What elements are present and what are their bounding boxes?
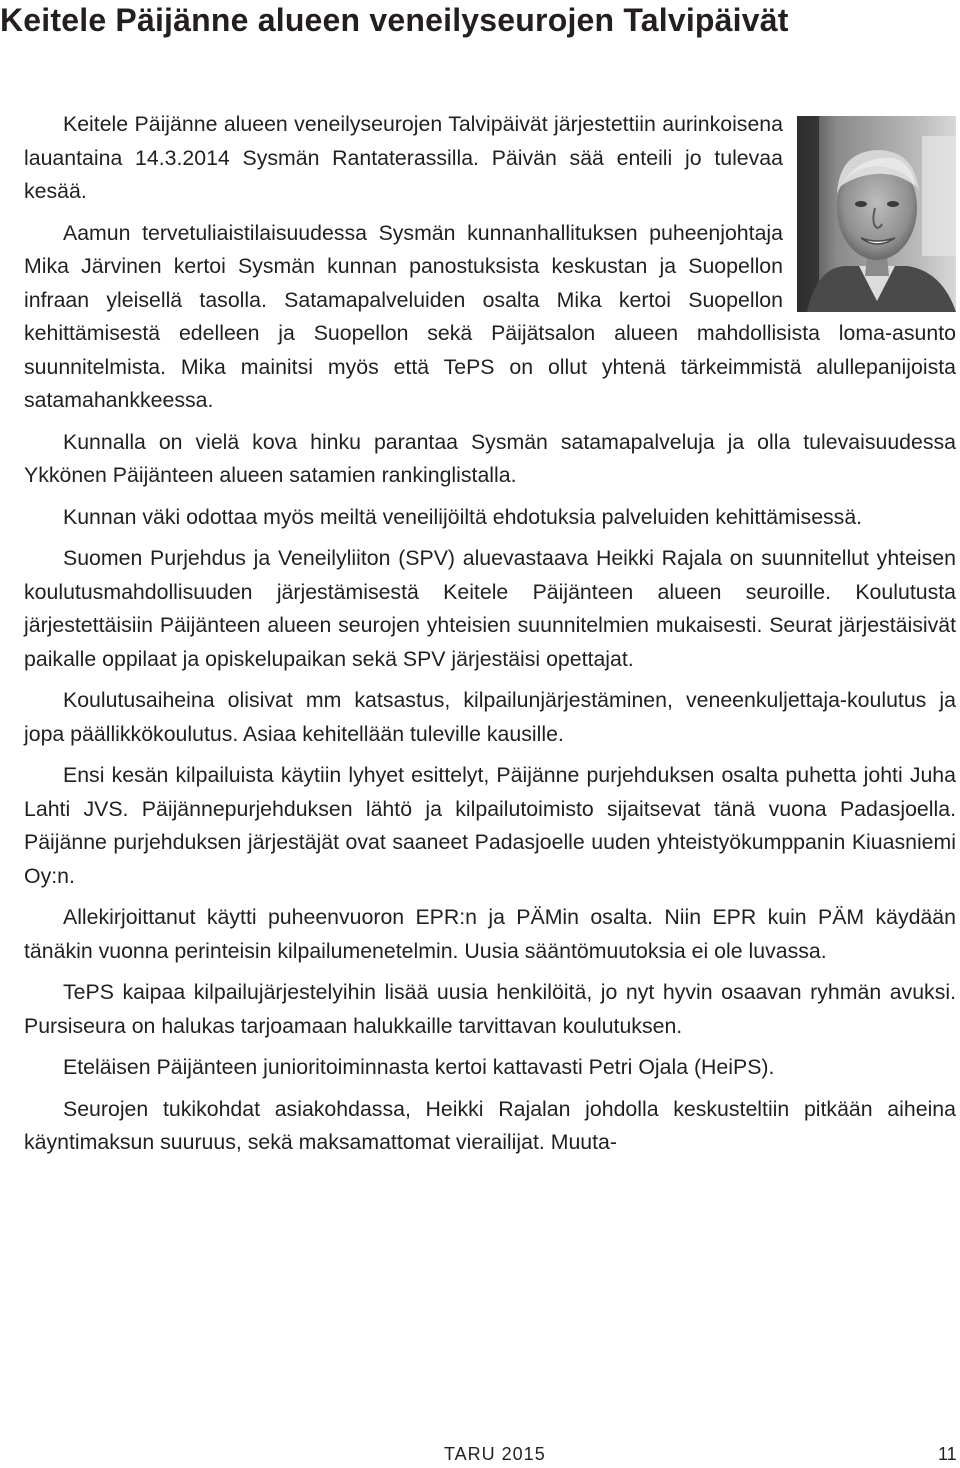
article-body [24, 108, 956, 1168]
paragraph: Allekirjoittanut käytti puheenvuoron EPR:n ja PÄMin osalta. Niin EPR kuin PÄM käydään tänäkin vuonna perinteisin kilpailumenetelmin. Uusia sääntömuutoksia ei ole luvassa. [24, 905, 956, 963]
page-number: 11 [938, 1444, 957, 1464]
paragraph: Seurojen tukikohdat asiakohdassa, Heikki Rajalan johdolla keskusteltiin pitkään aiheina käyntimaksun suuruus, sekä maksamattomat vierailijat. Muuta- [24, 1096, 956, 1154]
portrait-photo [797, 116, 956, 312]
paragraph: Suomen Purjehdus ja Veneilyliiton (SPV) aluevastaava Heikki Rajala on suunnitellut yhteisen koulutusmahdollisuuden järjestämisestä Keitele Päijänteen alueen seuroille. Koulutusta järjestettäisiin Päijänteen alueen seurojen yhteisien suunnitelmien mukaisesti. Seurat järjestäisivät paikalle oppilaat ja opiskelupaikan sekä SPV järjestäisi opettajat. [24, 546, 956, 671]
paragraph: Ensi kesän kilpailuista käytiin lyhyet esittelyt, Päijänne purjehduksen osalta puhetta johti Juha Lahti JVS. Päijännepurjehduksen lähtö ja kilpailutoimisto sijaitsevat tänä vuona Padasjoella. Päijänne purjehduksen järjestäjät ovat saaneet Padasjoelle uuden yhteistyökumppanin Kiuasniemi Oy:n. [24, 763, 956, 888]
paragraph: Koulutusaiheina olisivat mm katsastus, kilpailunjärjestäminen, veneenkuljettaja-koulutus ja jopa päällikkökoulutus. Asiaa kehitellään tuleville kausille. [24, 688, 956, 746]
footer-publication: TARU 2015 [444, 1444, 546, 1464]
paragraph: Keitele Päijänne alueen veneilyseurojen Talvipäivät järjestettiin aurinkoisena lauantaina 14.3.2014 Sysmän Rantaterassilla. Päivän sää enteili jo tulevaa kesää. [24, 112, 783, 203]
paragraph: Aamun tervetuliaistilaisuudessa Sysmän kunnanhallituksen puheenjohtaja Mika Järvinen kertoi Sysmän kunnan panostuksista keskustan ja Suopellon infraan yleisellä tasolla. Satamapalveluiden osalta Mika kertoi Suopellon kehittämisestä edelleen ja Suopellon sekä Päijätsalon alueen mahdollisista loma-asunto suunnitelmista. Mika mainitsi myös että TePS on ollut yhtenä tärkeimmistä alullepanijoista satamahankkeessa. [24, 220, 956, 412]
paragraph: Eteläisen Päijänteen junioritoiminnasta kertoi kattavasti Petri Ojala (HeiPS). [63, 1055, 775, 1079]
paragraph: Kunnalla on vielä kova hinku parantaa Sysmän satamapalveluja ja olla tulevaisuudessa Ykkönen Päijänteen alueen satamien rankinglistalla. [24, 429, 956, 487]
paragraph: Kunnan väki odottaa myös meiltä veneilijöiltä ehdotuksia palveluiden kehittämisessä. [63, 504, 863, 529]
article-title: Keitele Päijänne alueen veneilyseurojen Talvipäivät [0, 2, 789, 38]
paragraph: TePS kaipaa kilpailujärjestelyihin lisää uusia henkilöitä, jo nyt hyvin osaavan ryhmän avuksi. Pursiseura on halukas tarjoamaan halukkaille tarvittavan koulutuksen. [24, 980, 956, 1038]
